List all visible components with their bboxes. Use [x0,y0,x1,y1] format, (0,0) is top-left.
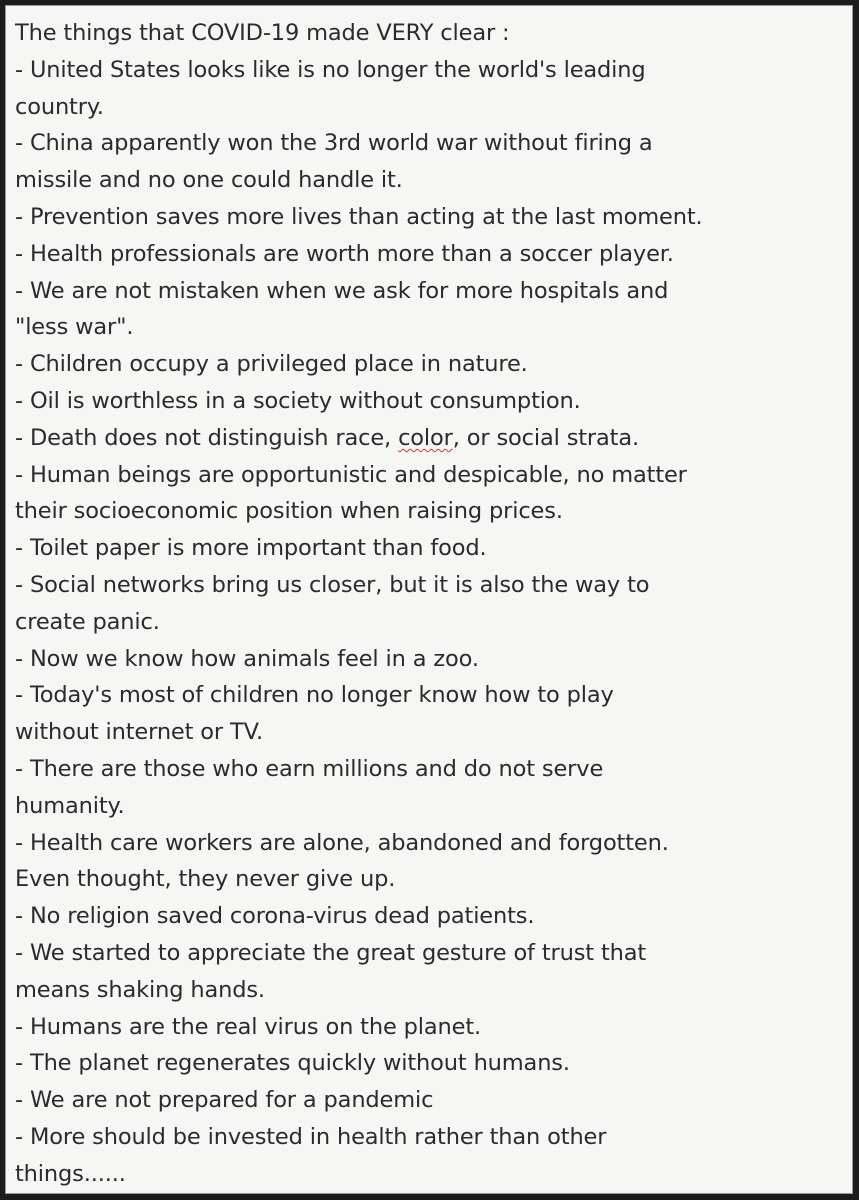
note-line: - We are not prepared for a pandemic [15,1087,434,1114]
note-line: Even thought, they never give up. [15,866,396,893]
note-line: - China apparently won the 3rd world war without firing a [15,130,653,157]
note-line: country. [15,93,104,120]
note-line: - Prevention saves more lives than acting at the last moment. [15,203,703,230]
note-line: means shaking hands. [15,976,265,1003]
note-line: - Humans are the real virus on the planet. [15,1013,482,1040]
note-line-death [15,420,852,457]
note-line: things...... [15,1160,126,1187]
note-line: - Health care workers are alone, abandoned and forgotten. [15,829,669,856]
note-line: humanity. [15,792,125,819]
note-line: - Toilet paper is more important than food. [15,535,487,562]
note-heading: The things that COVID-19 made VERY clear : [15,20,510,46]
note-line: - Health professionals are worth more than a soccer player. [15,240,674,267]
note-line: - United States looks like is no longer the world's leading [15,56,646,83]
note-line: - More should be invested in health rather than other [15,1123,607,1150]
note-line: create panic. [15,608,160,635]
note-line: "less war". [15,314,134,341]
note-line: - The planet regenerates quickly without humans. [15,1050,570,1077]
note-line: - No religion saved corona-virus dead patients. [15,903,535,930]
note-line: - Children occupy a privileged place in nature. [15,351,528,378]
note-line: - There are those who earn millions and do not serve [15,755,604,782]
note-line: - Human beings are opportunistic and despicable, no matter [15,461,687,488]
note-line: - Now we know how animals feel in a zoo. [15,645,479,672]
note-line-segment: , or social strata. [452,424,639,451]
note-text-area[interactable] [5,5,853,1194]
note-line: - We started to appreciate the great gesture of trust that [15,939,647,966]
note-line: their socioeconomic position when raising prices. [15,498,563,525]
note-line: - Today's most of children no longer know how to play [15,682,614,709]
note-line: - Oil is worthless in a society without consumption. [15,387,581,414]
spellcheck-flagged-word[interactable]: color [398,424,453,451]
note-line: without internet or TV. [15,719,263,746]
note-line: - Social networks bring us closer, but it is also the way to [15,571,650,598]
note-line: - We are not mistaken when we ask for more hospitals and [15,277,669,304]
note-line-segment: - Death does not distinguish race, [15,424,399,451]
note-line: missile and no one could handle it. [15,167,403,194]
